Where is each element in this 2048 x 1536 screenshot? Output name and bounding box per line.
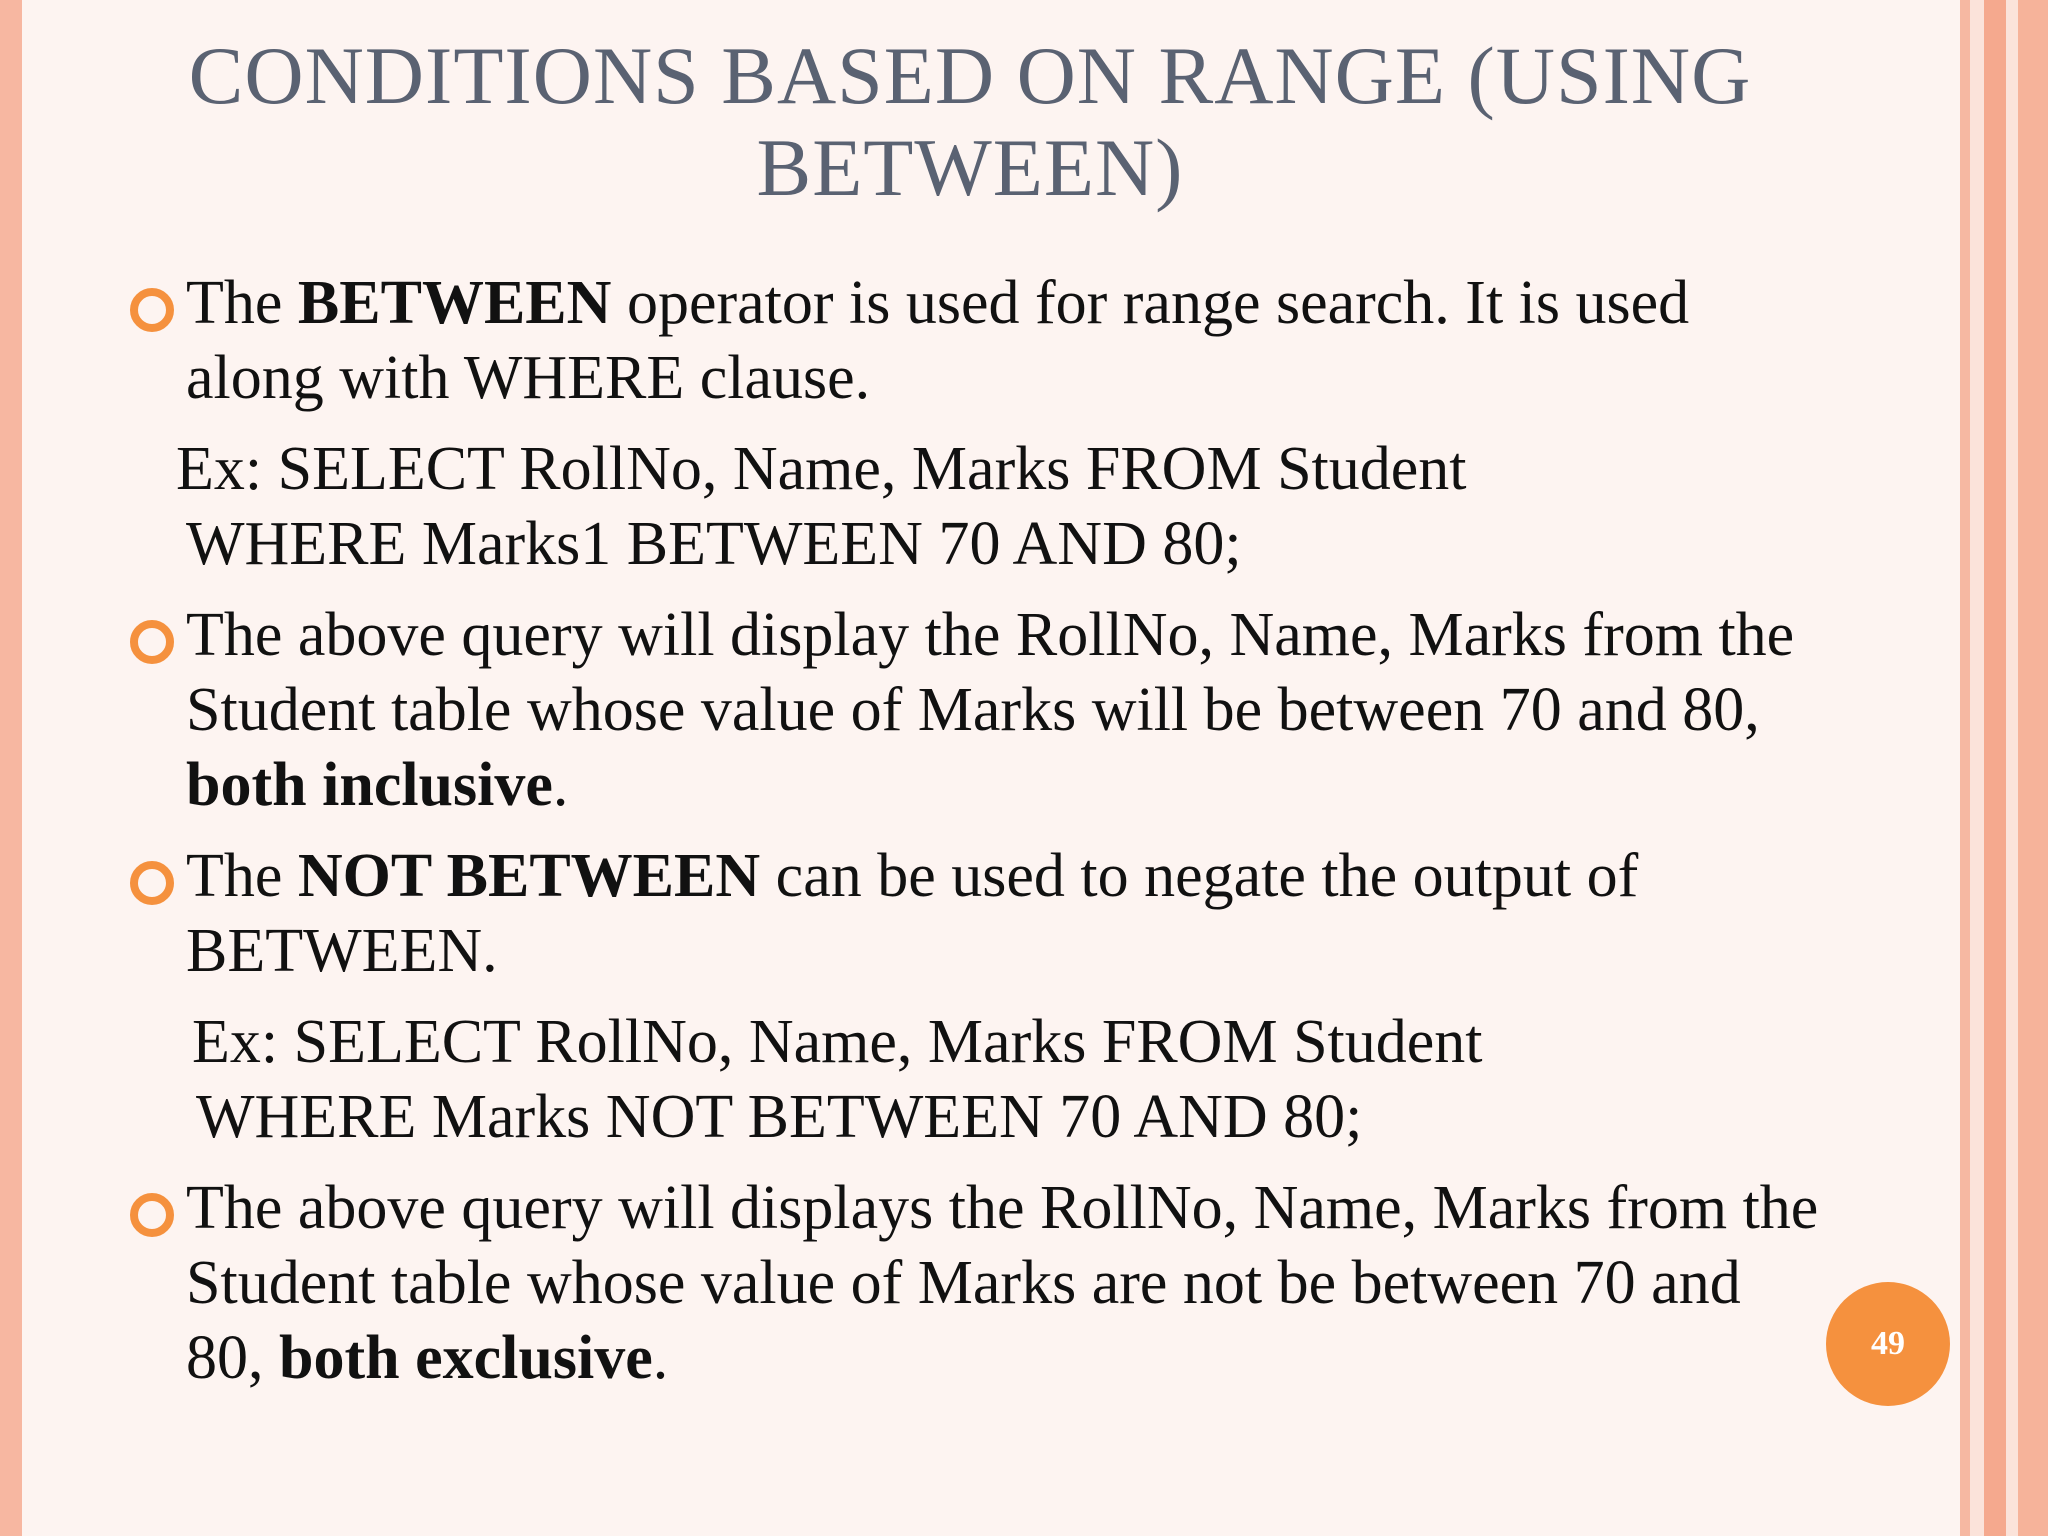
bullet-item (130, 839, 1830, 989)
right-border-stripe (2006, 0, 2018, 1536)
bullet-bold-text: NOT BETWEEN (297, 842, 761, 910)
bullet-text: The above query will display the RollNo, Name, Marks from the Student table whose value of Marks will be between 70 and 80, (186, 601, 1795, 744)
bullet-bold-text: both exclusive (279, 1324, 653, 1392)
bullet-bold-text: both inclusive (186, 751, 553, 819)
circle-bullet-icon (130, 861, 174, 905)
bullet-item (130, 266, 1830, 416)
circle-bullet-icon (130, 1193, 174, 1237)
right-border-stripe (1970, 0, 1984, 1536)
bullet-text: . (552, 751, 569, 819)
bullet-text: . (652, 1324, 669, 1392)
sql-example-line: WHERE Marks NOT BETWEEN 70 AND 80; (196, 1083, 1363, 1151)
bullet-bold-text: BETWEEN (297, 269, 612, 337)
bullet-text: The (186, 842, 298, 910)
right-border-stripe (2018, 0, 2048, 1536)
left-border-stripe (0, 0, 22, 1536)
sql-example-line: Ex: SELECT RollNo, Name, Marks FROM Student (176, 435, 1467, 503)
page-number-badge: 49 (1826, 1282, 1950, 1406)
sql-example (130, 432, 1830, 582)
bullet-text: can be used to negate the output of BETWEEN. (186, 842, 1639, 985)
right-border-stripe (1984, 0, 2006, 1536)
bullet-item (130, 598, 1830, 823)
bullet-text: operator is used for range search. It is used along with WHERE clause. (186, 269, 1690, 412)
sql-example-line: Ex: SELECT RollNo, Name, Marks FROM Student (192, 1008, 1483, 1076)
bullet-item (130, 1171, 1830, 1396)
circle-bullet-icon (130, 620, 174, 664)
slide-content (130, 266, 1830, 1412)
sql-example (130, 1005, 1830, 1155)
sql-example-line: WHERE Marks1 BETWEEN 70 AND 80; (186, 510, 1242, 578)
circle-bullet-icon (130, 288, 174, 332)
bullet-text: The (186, 269, 298, 337)
slide-title: CONDITIONS BASED ON RANGE (USING BETWEEN) (188, 30, 1752, 213)
bullet-text: The above query will displays the RollNo, Name, Marks from the Student table whose value of Marks are not be between 70 and 80, (186, 1174, 1819, 1392)
right-border-stripe (1960, 0, 1970, 1536)
